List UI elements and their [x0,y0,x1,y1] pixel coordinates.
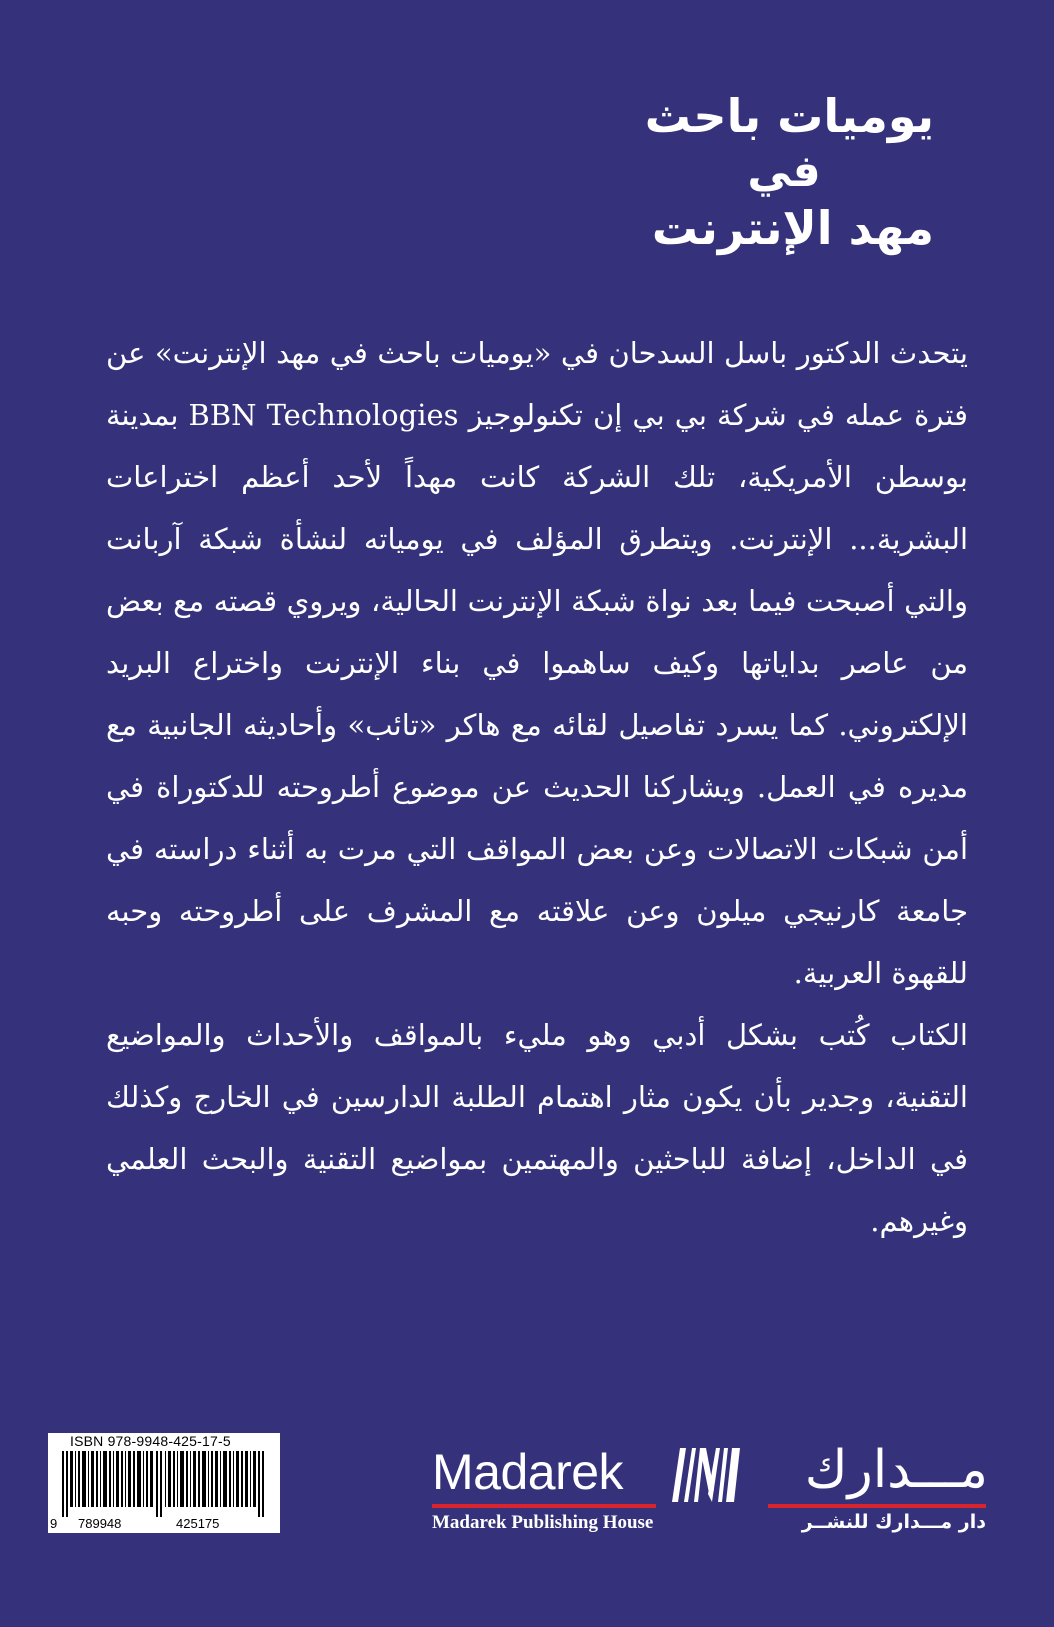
title-line-2: في [747,146,821,197]
isbn-label: ISBN 978-9948-425-17-5 [70,1433,231,1449]
book-title [534,88,934,256]
book-description [106,322,968,1252]
description-paragraph-2: الكتاب كُتب بشكل أدبي وهو مليء بالمواقف والأحداث والمواضيع التقنية، وجدير بأن يكون مثار اهتمام الطلبة الدارسين في الخارج وكذلك في الداخل، إضافة للباحثين والمهتمين بمواضيع التقنية والبحث العلمي وغيرهم. [106,1018,968,1238]
title-line-1: يوميات باحث [644,89,934,143]
publisher-name-arabic: مـــدارك [804,1440,988,1500]
barcode-bars-icon [62,1451,266,1517]
barcode-digits-left: 789948 [78,1516,122,1531]
publisher-latin-underline [432,1504,656,1508]
isbn-barcode [48,1433,280,1533]
publisher-subtitle-latin: Madarek Publishing House [432,1512,654,1533]
barcode-digits-right: 425175 [176,1516,220,1531]
barcode-digit-first: 9 [50,1516,58,1531]
madarek-m-logo-icon [670,1442,742,1504]
publisher-name-latin: Madarek [432,1444,624,1500]
publisher-subtitle-arabic: دار مـــدارك للنشــر [801,1511,986,1533]
publisher-block [432,1440,1012,1550]
publisher-arabic-underline [768,1504,986,1508]
description-paragraph-1: يتحدث الدكتور باسل السدحان في «يوميات باحث في مهد الإنترنت» عن فترة عمله في شركة بي بي إن تكنولوجيز BBN Technologies بمدينة بوسطن الأمريكية، تلك الشركة كانت مهداً لأحد أعظم اختراعات البشرية... الإنترنت. ويتطرق المؤلف في يومياته لنشأة شبكة آربانت والتي أصبحت فيما بعد نواة شبكة الإنترنت الحالية، ويروي قصته مع بعض من عاصر بداياتها وكيف ساهموا في بناء الإنترنت واختراع البريد الإلكتروني. كما يسرد تفاصيل لقائه مع هاكر «تائب» وأحاديثه الجانبية مع مديره في العمل. ويشاركنا الحديث عن موضوع أطروحته للدكتوراة في أمن شبكات الاتصالات وعن بعض المواقف التي مرت به أثناء دراسته في جامعة كارنيجي ميلون وعن علاقته مع المشرف على أطروحته وحبه للقهوة العربية. [106,336,968,990]
title-line-3: مهد الإنترنت [651,201,934,255]
